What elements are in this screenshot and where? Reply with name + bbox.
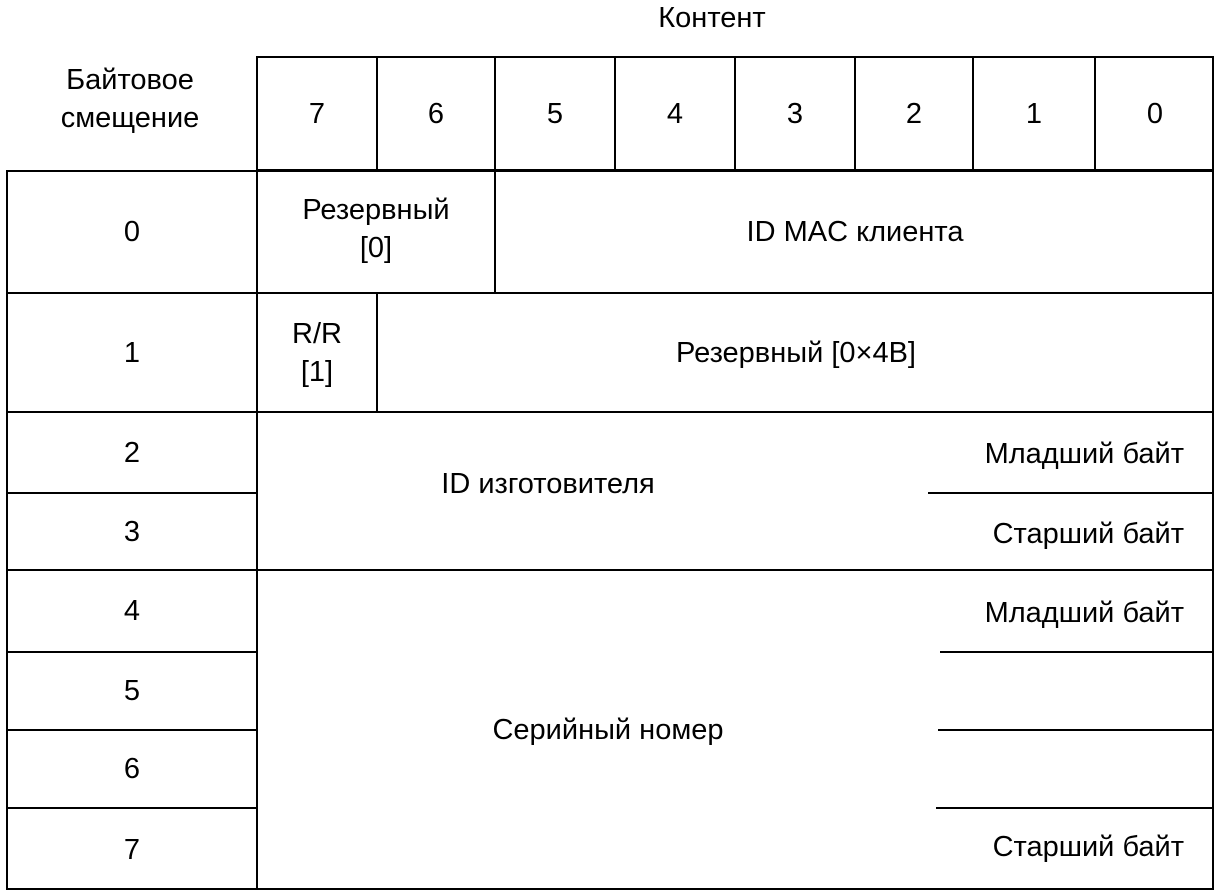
offset-7: 7 xyxy=(123,833,141,866)
offset-1: 1 xyxy=(123,336,141,369)
manufacturer-low-byte-label: Младший байт xyxy=(984,438,1184,470)
offset-3: 3 xyxy=(123,515,141,548)
offset-0: 0 xyxy=(123,216,141,248)
reserved0-label-line2: [0] xyxy=(359,232,393,264)
offset-2: 2 xyxy=(123,436,141,469)
bit-3: 3 xyxy=(786,97,804,130)
reserved-4b-label: Резервный [0×4B] xyxy=(676,336,916,369)
reserved0-label-line1: Резервный xyxy=(302,194,450,226)
offset-4: 4 xyxy=(123,595,141,627)
manufacturer-high-byte-label: Старший байт xyxy=(992,518,1184,550)
bit-1: 1 xyxy=(1025,97,1043,130)
bit-0: 0 xyxy=(1146,97,1164,130)
bit-2: 2 xyxy=(905,97,923,130)
offset-5: 5 xyxy=(123,675,141,707)
serial-high-byte-label: Старший байт xyxy=(992,831,1184,863)
rr-label-line2: [1] xyxy=(300,356,334,388)
bit-7: 7 xyxy=(308,97,326,130)
manufacturer-id-label: ID изготовителя xyxy=(441,468,655,500)
bit-4: 4 xyxy=(666,97,684,130)
rr-label-line1: R/R xyxy=(292,318,342,350)
bit-6: 6 xyxy=(427,97,445,130)
offset-6: 6 xyxy=(123,753,141,785)
offset-header-line2: смещение xyxy=(60,102,200,134)
offset-header-line1: Байтовое xyxy=(66,64,194,96)
serial-number-label: Серийный номер xyxy=(492,714,724,746)
serial-low-byte-label: Младший байт xyxy=(984,597,1184,629)
client-mac-id-label: ID MAC клиента xyxy=(746,216,964,248)
bit-5: 5 xyxy=(546,97,564,130)
content-title: Контент xyxy=(658,2,766,34)
